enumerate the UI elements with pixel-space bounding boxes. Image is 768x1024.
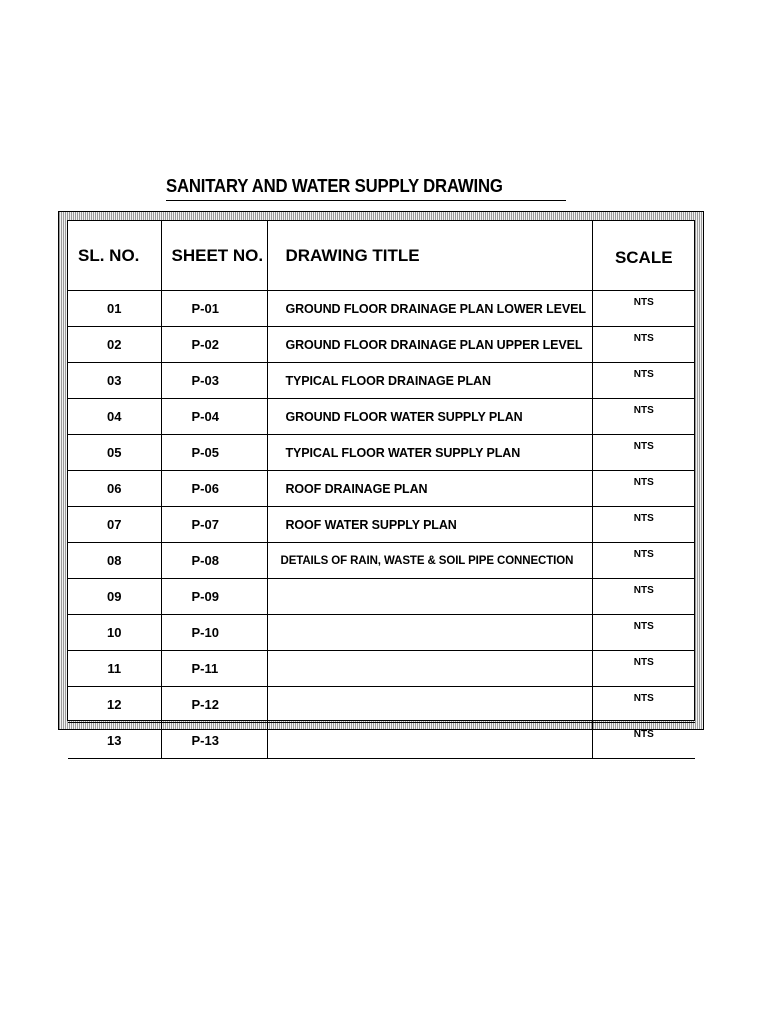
scale-cell: NTS	[592, 363, 695, 399]
col-header-sheet-no: SHEET NO.	[161, 221, 267, 291]
scale-cell: NTS	[592, 543, 695, 579]
sheet-no-cell: P-04	[161, 399, 267, 435]
table-row	[68, 687, 695, 723]
sl-no-cell: 12	[68, 687, 161, 723]
sl-no-cell: 07	[68, 507, 161, 543]
table-row	[68, 363, 695, 399]
drawing-list-panel	[67, 220, 695, 748]
drawing-title-cell: ROOF WATER SUPPLY PLAN	[267, 507, 592, 543]
col-header-scale: SCALE	[592, 221, 695, 291]
sheet-no-cell: P-06	[161, 471, 267, 507]
sheet-no-cell: P-08	[161, 543, 267, 579]
sl-no-cell: 08	[68, 543, 161, 579]
scale-cell: NTS	[592, 327, 695, 363]
scale-cell: NTS	[592, 471, 695, 507]
col-header-sl-no: SL. NO.	[68, 221, 161, 291]
sl-no-cell: 06	[68, 471, 161, 507]
col-header-drawing-title: DRAWING TITLE	[267, 221, 592, 291]
scale-cell: NTS	[592, 507, 695, 543]
sheet-no-cell: P-09	[161, 579, 267, 615]
table-row	[68, 543, 695, 579]
sl-no-cell: 02	[68, 327, 161, 363]
table-row	[68, 435, 695, 471]
drawing-list-table	[68, 221, 695, 759]
drawing-title-cell: DETAILS OF RAIN, WASTE & SOIL PIPE CONNECTION	[267, 543, 592, 579]
drawing-title-cell: TYPICAL FLOOR DRAINAGE PLAN	[267, 363, 592, 399]
drawing-title-cell	[267, 579, 592, 615]
drawing-title-cell	[267, 723, 592, 759]
table-row	[68, 327, 695, 363]
scale-cell: NTS	[592, 615, 695, 651]
scale-cell: NTS	[592, 723, 695, 759]
scale-cell: NTS	[592, 291, 695, 327]
table-row	[68, 723, 695, 759]
sl-no-cell: 11	[68, 651, 161, 687]
table-row	[68, 291, 695, 327]
sl-no-cell: 09	[68, 579, 161, 615]
scale-cell: NTS	[592, 399, 695, 435]
drawing-title-cell	[267, 687, 592, 723]
sheet-no-cell: P-13	[161, 723, 267, 759]
sl-no-cell: 01	[68, 291, 161, 327]
sl-no-cell: 10	[68, 615, 161, 651]
sheet-no-cell: P-02	[161, 327, 267, 363]
sheet-no-cell: P-11	[161, 651, 267, 687]
scale-cell: NTS	[592, 579, 695, 615]
sheet-no-cell: P-01	[161, 291, 267, 327]
drawing-title-cell: GROUND FLOOR WATER SUPPLY PLAN	[267, 399, 592, 435]
sheet-no-cell: P-07	[161, 507, 267, 543]
drawing-title-cell: GROUND FLOOR DRAINAGE PLAN UPPER LEVEL	[267, 327, 592, 363]
scale-cell: NTS	[592, 435, 695, 471]
hatched-frame	[58, 211, 704, 748]
sl-no-cell: 13	[68, 723, 161, 759]
table-row	[68, 471, 695, 507]
table-row	[68, 651, 695, 687]
drawing-title-cell: GROUND FLOOR DRAINAGE PLAN LOWER LEVEL	[267, 291, 592, 327]
table-row	[68, 399, 695, 435]
drawing-title-cell: ROOF DRAINAGE PLAN	[267, 471, 592, 507]
sl-no-cell: 05	[68, 435, 161, 471]
drawing-title-cell	[267, 615, 592, 651]
header-row	[68, 221, 695, 291]
drawing-title-cell: TYPICAL FLOOR WATER SUPPLY PLAN	[267, 435, 592, 471]
scale-cell: NTS	[592, 651, 695, 687]
sheet-no-cell: P-03	[161, 363, 267, 399]
sl-no-cell: 03	[68, 363, 161, 399]
document-title: SANITARY AND WATER SUPPLY DRAWING	[166, 176, 503, 196]
table-row	[68, 579, 695, 615]
sheet-no-cell: P-10	[161, 615, 267, 651]
title-underline	[166, 200, 566, 201]
table-row	[68, 615, 695, 651]
sl-no-cell: 04	[68, 399, 161, 435]
sheet-no-cell: P-12	[161, 687, 267, 723]
drawing-title-cell	[267, 651, 592, 687]
scale-cell: NTS	[592, 687, 695, 723]
sheet-no-cell: P-05	[161, 435, 267, 471]
table-row	[68, 507, 695, 543]
